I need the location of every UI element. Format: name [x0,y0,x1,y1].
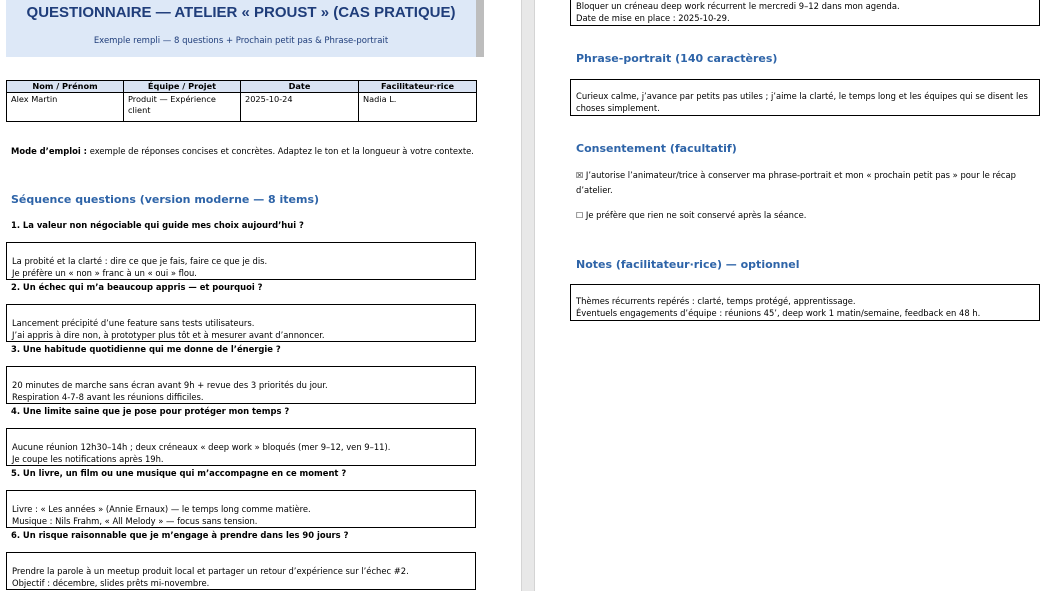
notes-line: Éventuels engagements d’équipe : réunions 45’, deep work 1 matin/semaine, feedback en 48 h. [576,308,981,318]
cell-team[interactable]: Produit — Expérience client [124,93,241,122]
question-1-label: 1. La valeur non négociable qui guide mes choix aujourd’hui ? [11,220,304,230]
question-3-label: 3. Une habitude quotidienne qui me donne de l’énergie ? [11,344,281,354]
answer-2-box[interactable] [6,304,476,342]
consent-option-keep-label: J’autorise l’animateur/trice à conserver ma phrase-portrait et mon « prochain petit pas » pour le récap [585,170,1016,180]
banner-edge [476,0,484,57]
section-title-notes: Notes (facilitateur·rice) — optionnel [576,258,800,271]
checkbox-checked-icon[interactable]: ☒ [576,171,584,180]
document-page-2 [535,0,1045,591]
instructions [11,146,474,156]
cell-name[interactable]: Alex Martin [7,93,124,122]
answer-line: Objectif : décembre, slides prêts mi-novembre. [12,577,210,588]
question-2-label: 2. Un échec qui m’a beaucoup appris — et pourquoi ? [11,282,263,292]
next-step-box[interactable] [570,0,1040,26]
cell-facilitator[interactable]: Nadia L. [359,93,477,122]
consent-option-discard[interactable] [576,208,806,223]
instructions-text: exemple de réponses concises et concrètes. Adaptez le ton et la longueur à votre contexte. [87,146,474,156]
answer-4-box[interactable] [6,428,476,466]
notes-line: Thèmes récurrents repérés : clarté, temps protégé, apprentissage. [576,296,856,306]
answer-3-box[interactable] [6,366,476,404]
next-step-date: Date de mise en place : 2025-10-29. [576,13,730,23]
answer-line: Lancement précipité d’une feature sans tests utilisateurs. [12,318,255,328]
document-title: QUESTIONNAIRE — ATELIER « PROUST » (CAS PRATIQUE) [26,4,456,21]
answer-6-box[interactable] [6,552,476,590]
answer-line: Respiration 4-7-8 avant les réunions difficiles. [12,391,204,402]
answer-line: Livre : « Les années » (Annie Ernaux) — le temps long comme matière. [12,504,311,514]
answer-1-box[interactable] [6,242,476,280]
consent-option-keep[interactable] [576,168,1016,198]
answer-line: Prendre la parole à un meetup produit local et partager un retour d’expérience sur l’échec #2. [12,566,409,576]
answer-line: Aucune réunion 12h30–14h ; deux créneaux « deep work » bloqués (mer 9–12, ven 9–11). [12,442,391,452]
question-6-label: 6. Un risque raisonnable que je m’engage à prendre dans les 90 jours ? [11,530,349,540]
header-team: Équipe / Projet [124,81,241,93]
question-5-label: 5. Un livre, un film ou une musique qui m’accompagne en ce moment ? [11,468,347,478]
answer-line: Musique : Nils Frahm, « All Melody » — focus sans tension. [12,515,258,526]
answer-line: La probité et la clarté : dire ce que je fais, faire ce que je dis. [12,256,268,266]
notes-box[interactable] [570,284,1040,321]
answer-line: 20 minutes de marche sans écran avant 9h + revue des 3 priorités du jour. [12,380,328,390]
instructions-label: Mode d’emploi : [11,146,88,156]
answer-line: Je préfère un « non » franc à un « oui » flou. [12,267,197,278]
header-facilitator: Facilitateur·rice [359,81,477,93]
answer-5-box[interactable] [6,490,476,528]
document-subtitle: Exemple rempli — 8 questions + Prochain petit pas & Phrase-portrait [93,36,389,46]
portrait-box[interactable] [570,79,1040,116]
document-page-1 [0,0,521,591]
consent-option-discard-label: Je préfère que rien ne soit conservé après la séance. [585,210,807,220]
portrait-line: choses simplement. [576,103,660,113]
answer-line: Je coupe les notifications après 19h. [12,453,164,464]
section-title-questions: Séquence questions (version moderne — 8 items) [11,193,320,206]
answer-line: J’ai appris à dire non, à prototyper plus tôt et à mesurer avant d’annoncer. [12,329,325,340]
section-title-consent: Consentement (facultatif) [576,142,737,155]
portrait-line: Curieux calme, j’avance par petits pas utiles ; j’aime la clarté, le temps long et les équipes qui se disent les [576,91,1028,101]
section-title-portrait: Phrase-portrait (140 caractères) [576,52,778,65]
next-step-line: Bloquer un créneau deep work récurrent le mercredi 9–12 dans mon agenda. [576,1,900,11]
header-name: Nom / Prénom [7,81,124,93]
cell-date[interactable]: 2025-10-24 [241,93,359,122]
header-date: Date [241,81,359,93]
checkbox-unchecked-icon[interactable]: ☐ [576,211,584,220]
consent-option-keep-label-cont: d’atelier. [576,185,613,195]
question-4-label: 4. Une limite saine que je pose pour protéger mon temps ? [11,406,290,416]
page-gutter [521,0,535,591]
participant-info-table [6,80,477,122]
